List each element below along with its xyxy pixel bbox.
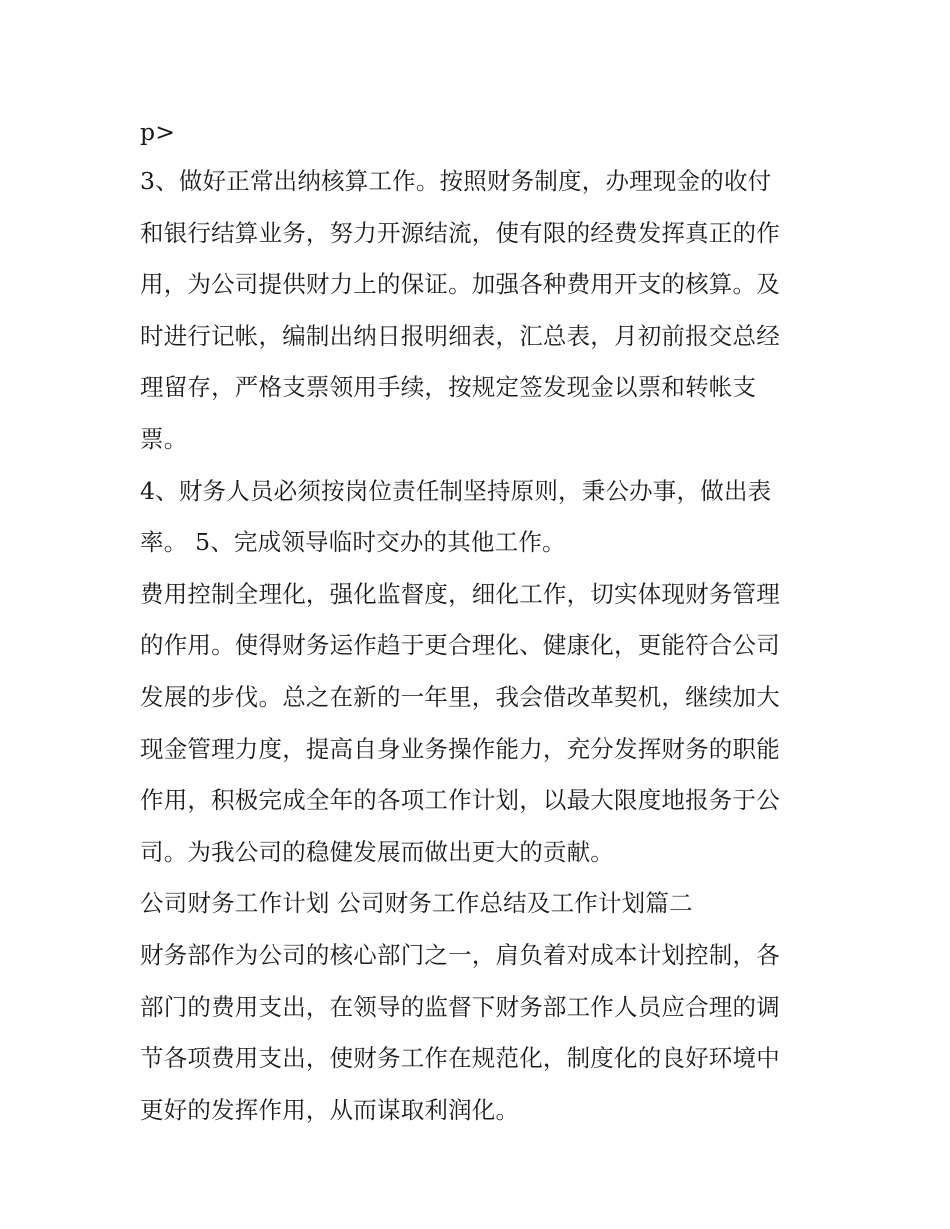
document-body [140,108,812,1136]
text-line: 和银行结算业务，努力开源结流，使有限的经费发挥真正的作 [140,218,780,247]
text-line: 率。 5、完成领导临时交办的其他工作。 [140,528,566,557]
text-line: 司。为我公司的稳健发展而做出更大的贡献。 [140,837,614,866]
text-line: 理留存，严格支票领用手续，按规定签发现金以票和转帐支 [140,373,757,402]
text-line-paragraph-start: 财务部作为公司的核心部门之一，肩负着对成本计划控制，各 [140,940,780,969]
text-line-item-4-start: 4、财务人员必须按岗位责任制坚持原则，秉公办事，做出表 [140,476,772,505]
text-line: 节各项费用支出，使财务工作在规范化，制度化的良好环境中 [140,1044,780,1073]
text-line: 发展的步伐。总之在新的一年里，我会借改革契机，继续加大 [140,682,780,711]
text-line: 票。 [140,424,188,453]
section-heading: 公司财务工作计划 公司财务工作总结及工作计划篇二 [140,889,693,918]
text-line: 现金管理力度，提高自身业务操作能力，充分发挥财务的职能 [140,734,780,763]
text-line-item-3-start: 3、做好正常出纳核算工作。按照财务制度，办理现金的收付 [140,167,772,195]
text-line-fragment: p> [140,118,176,146]
text-line: 的作用。使得财务运作趋于更合理化、健康化，更能符合公司 [140,631,780,660]
text-line: 部门的费用支出，在领导的监督下财务部工作人员应合理的调 [140,992,780,1021]
text-line: 时进行记帐，编制出纳日报明细表，汇总表，月初前报交总经 [140,321,780,350]
text-line: 用，为公司提供财力上的保证。加强各种费用开支的核算。及 [140,270,780,299]
text-line: 更好的发挥作用，从而谋取利润化。 [140,1095,520,1124]
text-line: 作用，积极完成全年的各项工作计划，以最大限度地报务于公 [140,786,780,815]
text-line-paragraph-start: 费用控制全理化，强化监督度，细化工作，切实体现财务管理 [140,579,780,608]
